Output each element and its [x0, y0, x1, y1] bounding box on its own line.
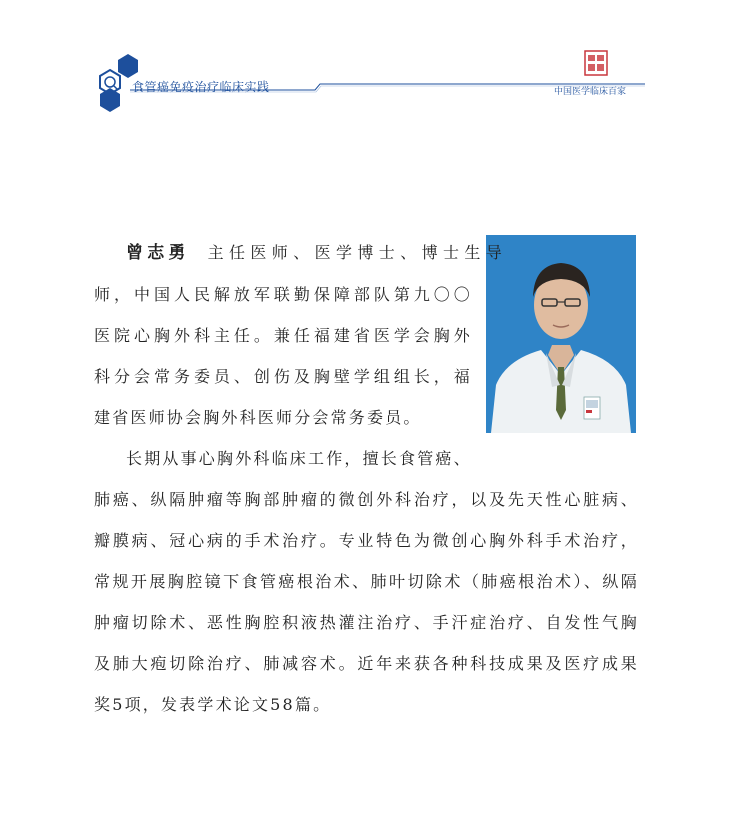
bio-first-line: 曾志勇 主任医师、医学博士、博士生导: [126, 243, 504, 263]
book-title: 食管癌免疫治疗临床实践: [132, 80, 270, 94]
publisher-seal-icon: [584, 50, 608, 76]
doctor-name: 曾志勇: [126, 243, 190, 263]
bio-paragraph-2-start: 长期从事心胸外科临床工作，擅长食管癌、: [126, 449, 472, 468]
doctor-bio: [94, 232, 639, 725]
bio-paragraph-2-rest: 肺癌、纵隔肿瘤等胸部肿瘤的微创外科治疗，以及先天性心脏病、瓣膜病、冠心病的手术治疗。专业特色为微创心胸外科手术治疗，常规开展胸腔镜下食管癌根治术、肺叶切除术（肺癌根治术）、纵隔肿瘤切除术、恶性胸腔积液热灌注治疗、手汗症治疗、自发性气胸及肺大疱切除治疗、肺减容术。近年来获各种科技成果及医疗成果奖5项，发表学术论文58篇。: [94, 490, 639, 714]
bio-line: 医院心胸外科主任。兼任福建省医学会胸外: [94, 326, 472, 345]
series-name: 中国医学临床百家: [554, 87, 627, 97]
page-header: [0, 0, 750, 120]
bio-line: 建省医师协会胸外科医师分会常务委员。: [94, 408, 422, 427]
bio-line: 科分会常务委员、创伤及胸壁学组组长，福: [94, 367, 472, 386]
bio-line: 师，中国人民解放军联勤保障部队第九〇〇: [94, 285, 472, 304]
